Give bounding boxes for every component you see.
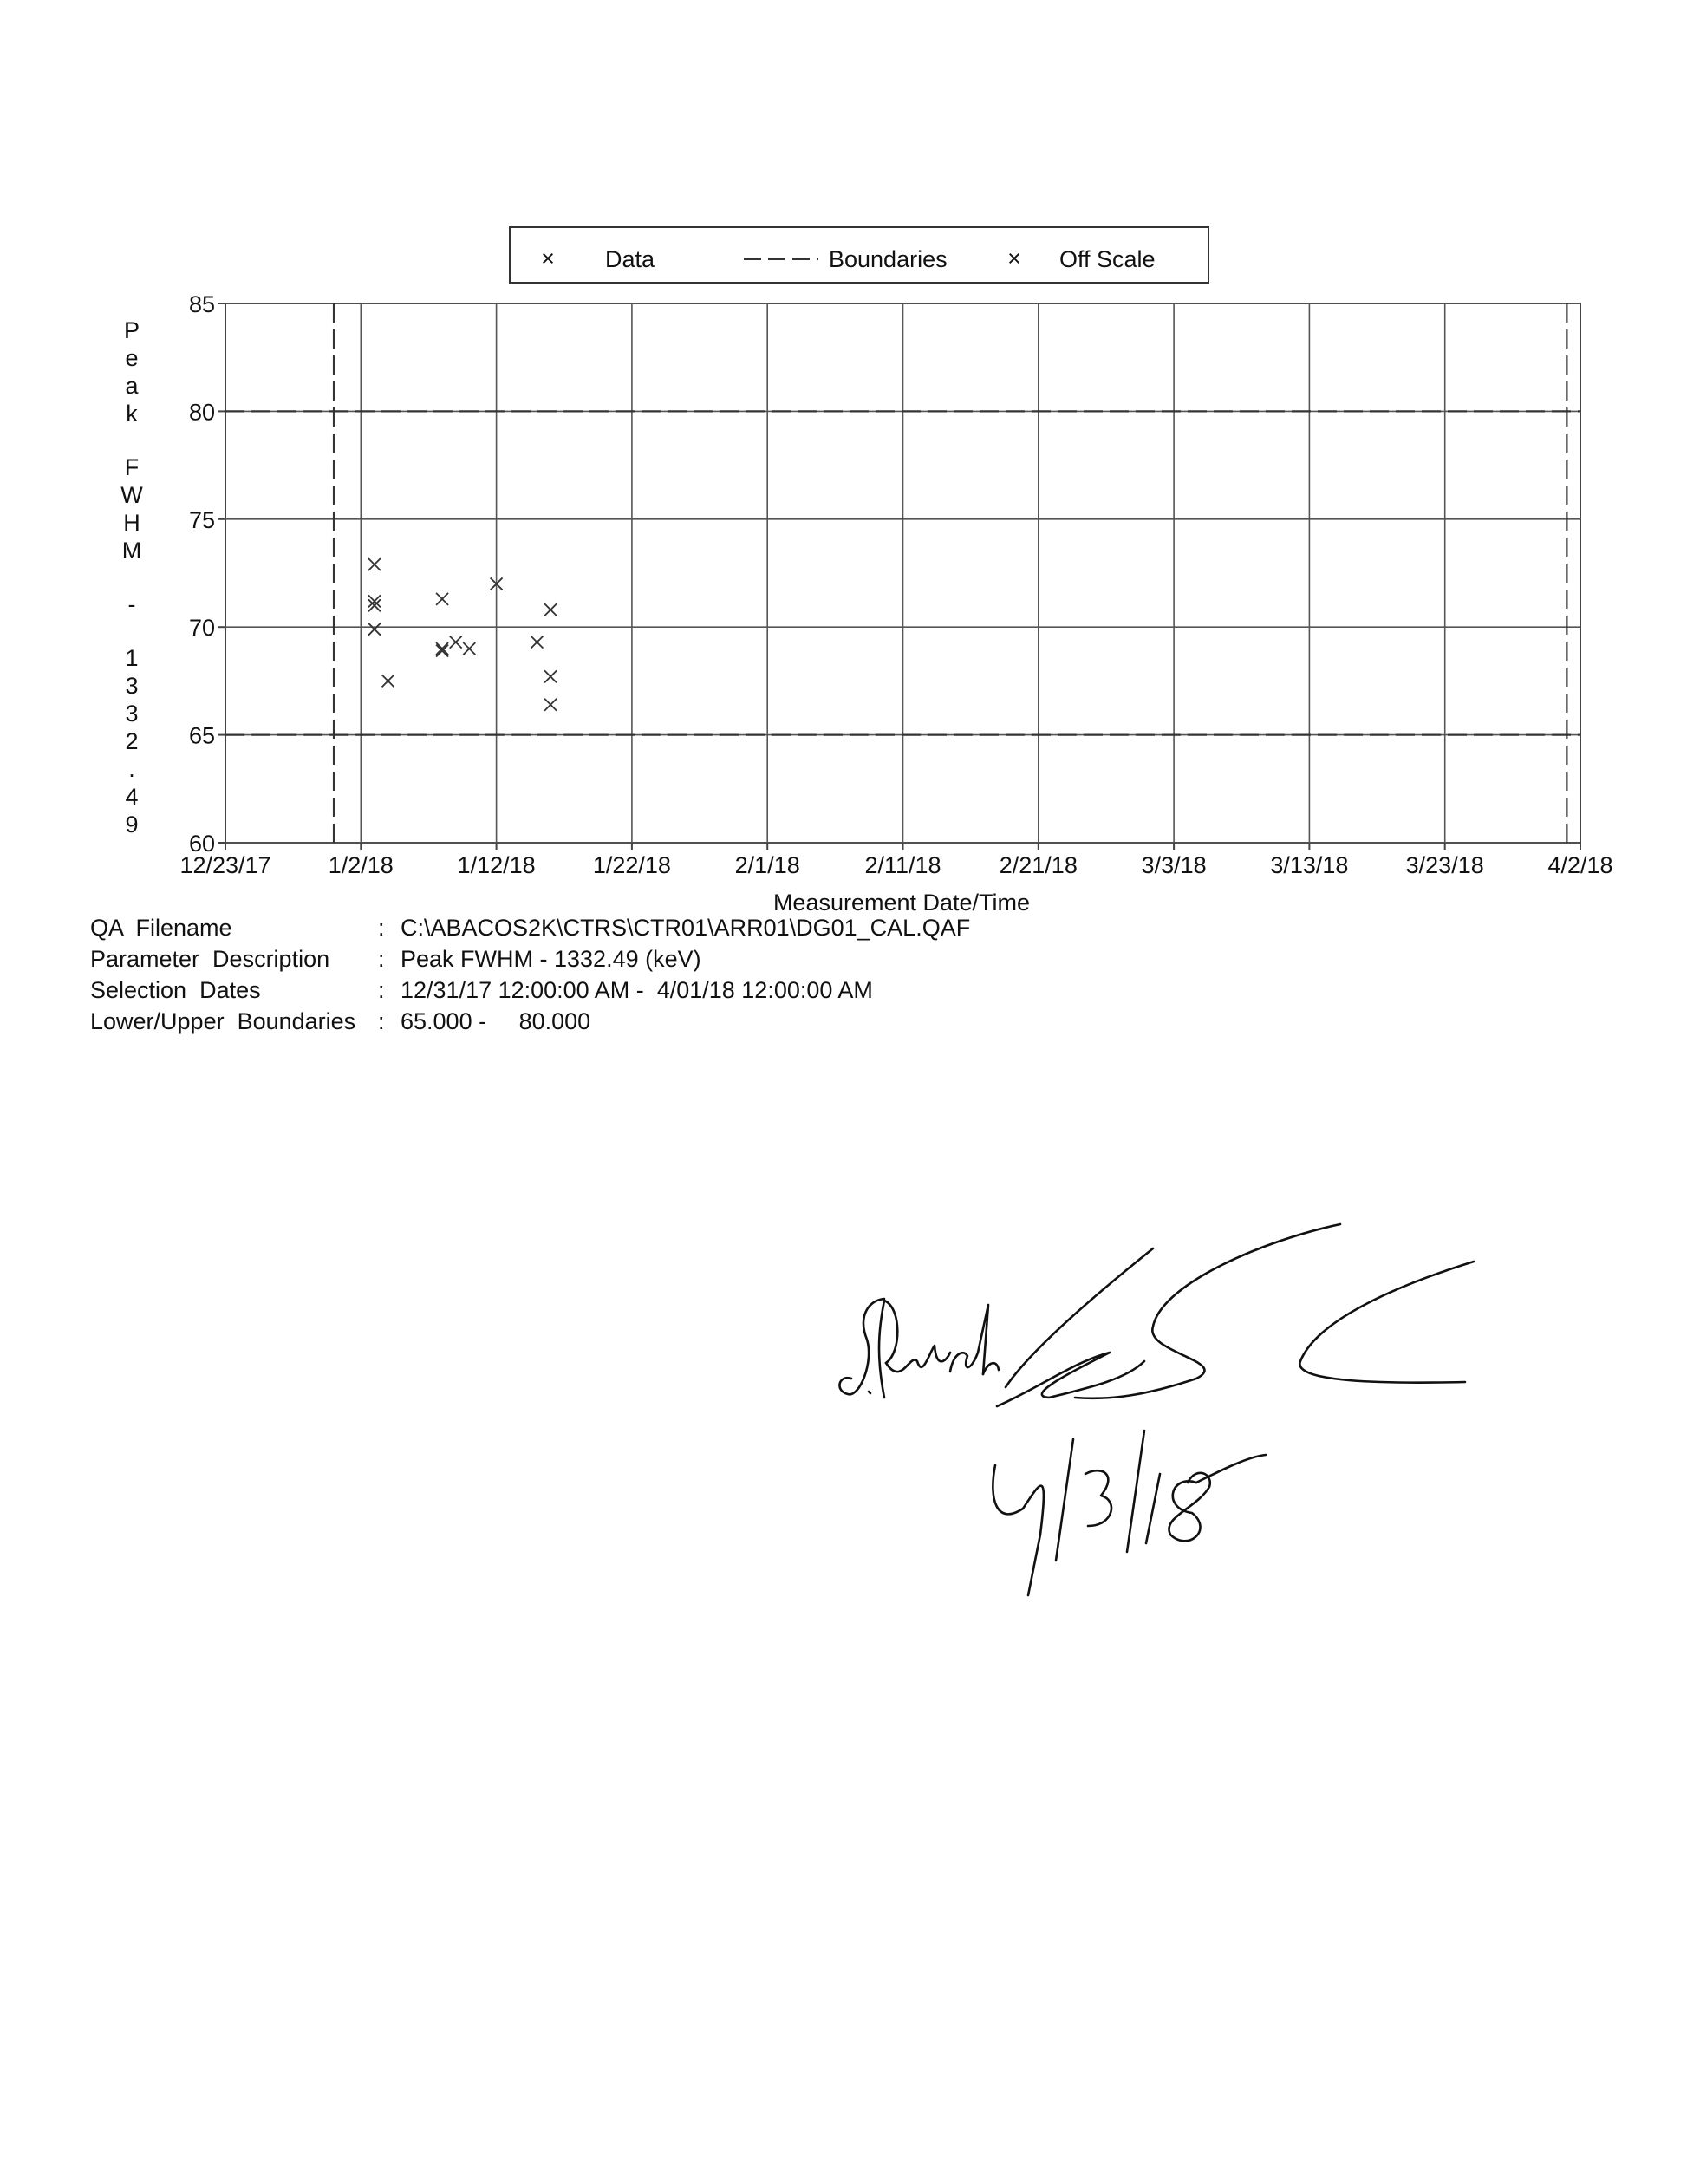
info-colon: : bbox=[378, 1008, 385, 1034]
x-tick-label: 12/23/17 bbox=[179, 852, 271, 878]
data-point bbox=[382, 675, 394, 687]
info-row-filename bbox=[90, 912, 970, 943]
data-point bbox=[436, 642, 448, 655]
info-row-dates bbox=[90, 975, 970, 1006]
legend bbox=[510, 227, 1208, 283]
data-point bbox=[450, 636, 462, 649]
data-point bbox=[436, 645, 448, 657]
data-point bbox=[544, 699, 557, 711]
legend-data-marker: × bbox=[541, 245, 555, 271]
x-tick-label: 3/23/18 bbox=[1405, 852, 1484, 878]
data-point bbox=[544, 670, 557, 682]
info-colon: : bbox=[378, 977, 385, 1003]
info-value: 12/31/17 12:00:00 AM - 4/01/18 12:00:00 AM bbox=[401, 977, 873, 1003]
info-row-parameter bbox=[90, 943, 970, 975]
y-tick-label: 60 bbox=[188, 831, 215, 857]
info-row-boundaries bbox=[90, 1006, 970, 1037]
x-tick-label: 2/11/18 bbox=[864, 852, 941, 878]
info-block bbox=[90, 912, 970, 1037]
x-tick-label: 3/3/18 bbox=[1141, 852, 1207, 878]
x-tick-label: 2/1/18 bbox=[734, 852, 800, 878]
info-colon: : bbox=[378, 946, 385, 972]
data-point bbox=[463, 642, 475, 655]
info-value: Peak FWHM - 1332.49 (keV) bbox=[401, 946, 701, 972]
data-point bbox=[436, 593, 448, 605]
legend-offscale-label: Off Scale bbox=[1059, 246, 1156, 272]
x-tick-label: 1/12/18 bbox=[457, 852, 536, 878]
info-value: C:\ABACOS2K\CTRS\CTR01\ARR01\DG01_CAL.QAF bbox=[401, 915, 971, 941]
y-tick-label: 85 bbox=[188, 291, 215, 317]
info-label: QA Filename bbox=[90, 915, 232, 941]
y-axis-label: P e a k F W H M - 1 3 3 2 . 4 9 bbox=[120, 317, 143, 838]
y-tick-label: 65 bbox=[188, 722, 215, 749]
x-tick-label: 4/2/18 bbox=[1547, 852, 1613, 878]
x-tick-label: 1/2/18 bbox=[328, 852, 394, 878]
data-point bbox=[368, 558, 381, 570]
info-colon: : bbox=[378, 915, 385, 941]
handwritten-signature bbox=[839, 1224, 1474, 1595]
signature-date-text: 4/3/18 bbox=[1066, 1529, 1139, 1558]
y-tick-label: 80 bbox=[188, 399, 215, 426]
info-label: Lower/Upper Boundaries bbox=[90, 1008, 356, 1034]
data-point bbox=[531, 636, 543, 649]
info-label: Selection Dates bbox=[90, 977, 261, 1003]
plot-area bbox=[179, 291, 1612, 878]
legend-boundaries-label: Boundaries bbox=[829, 246, 948, 272]
data-point bbox=[368, 623, 381, 636]
x-tick-label: 2/21/18 bbox=[999, 852, 1078, 878]
x-tick-label: 3/13/18 bbox=[1270, 852, 1349, 878]
x-tick-label: 1/22/18 bbox=[592, 852, 671, 878]
legend-data-label: Data bbox=[605, 246, 655, 272]
y-tick-label: 70 bbox=[188, 615, 215, 642]
x-axis-label: Measurement Date/Time bbox=[772, 890, 1031, 916]
y-tick-label: 75 bbox=[188, 506, 215, 533]
info-value: 65.000 - 80.000 bbox=[401, 1008, 591, 1034]
legend-offscale-marker: × bbox=[1007, 245, 1021, 271]
data-point bbox=[544, 603, 557, 616]
info-label: Parameter Description bbox=[90, 946, 330, 972]
